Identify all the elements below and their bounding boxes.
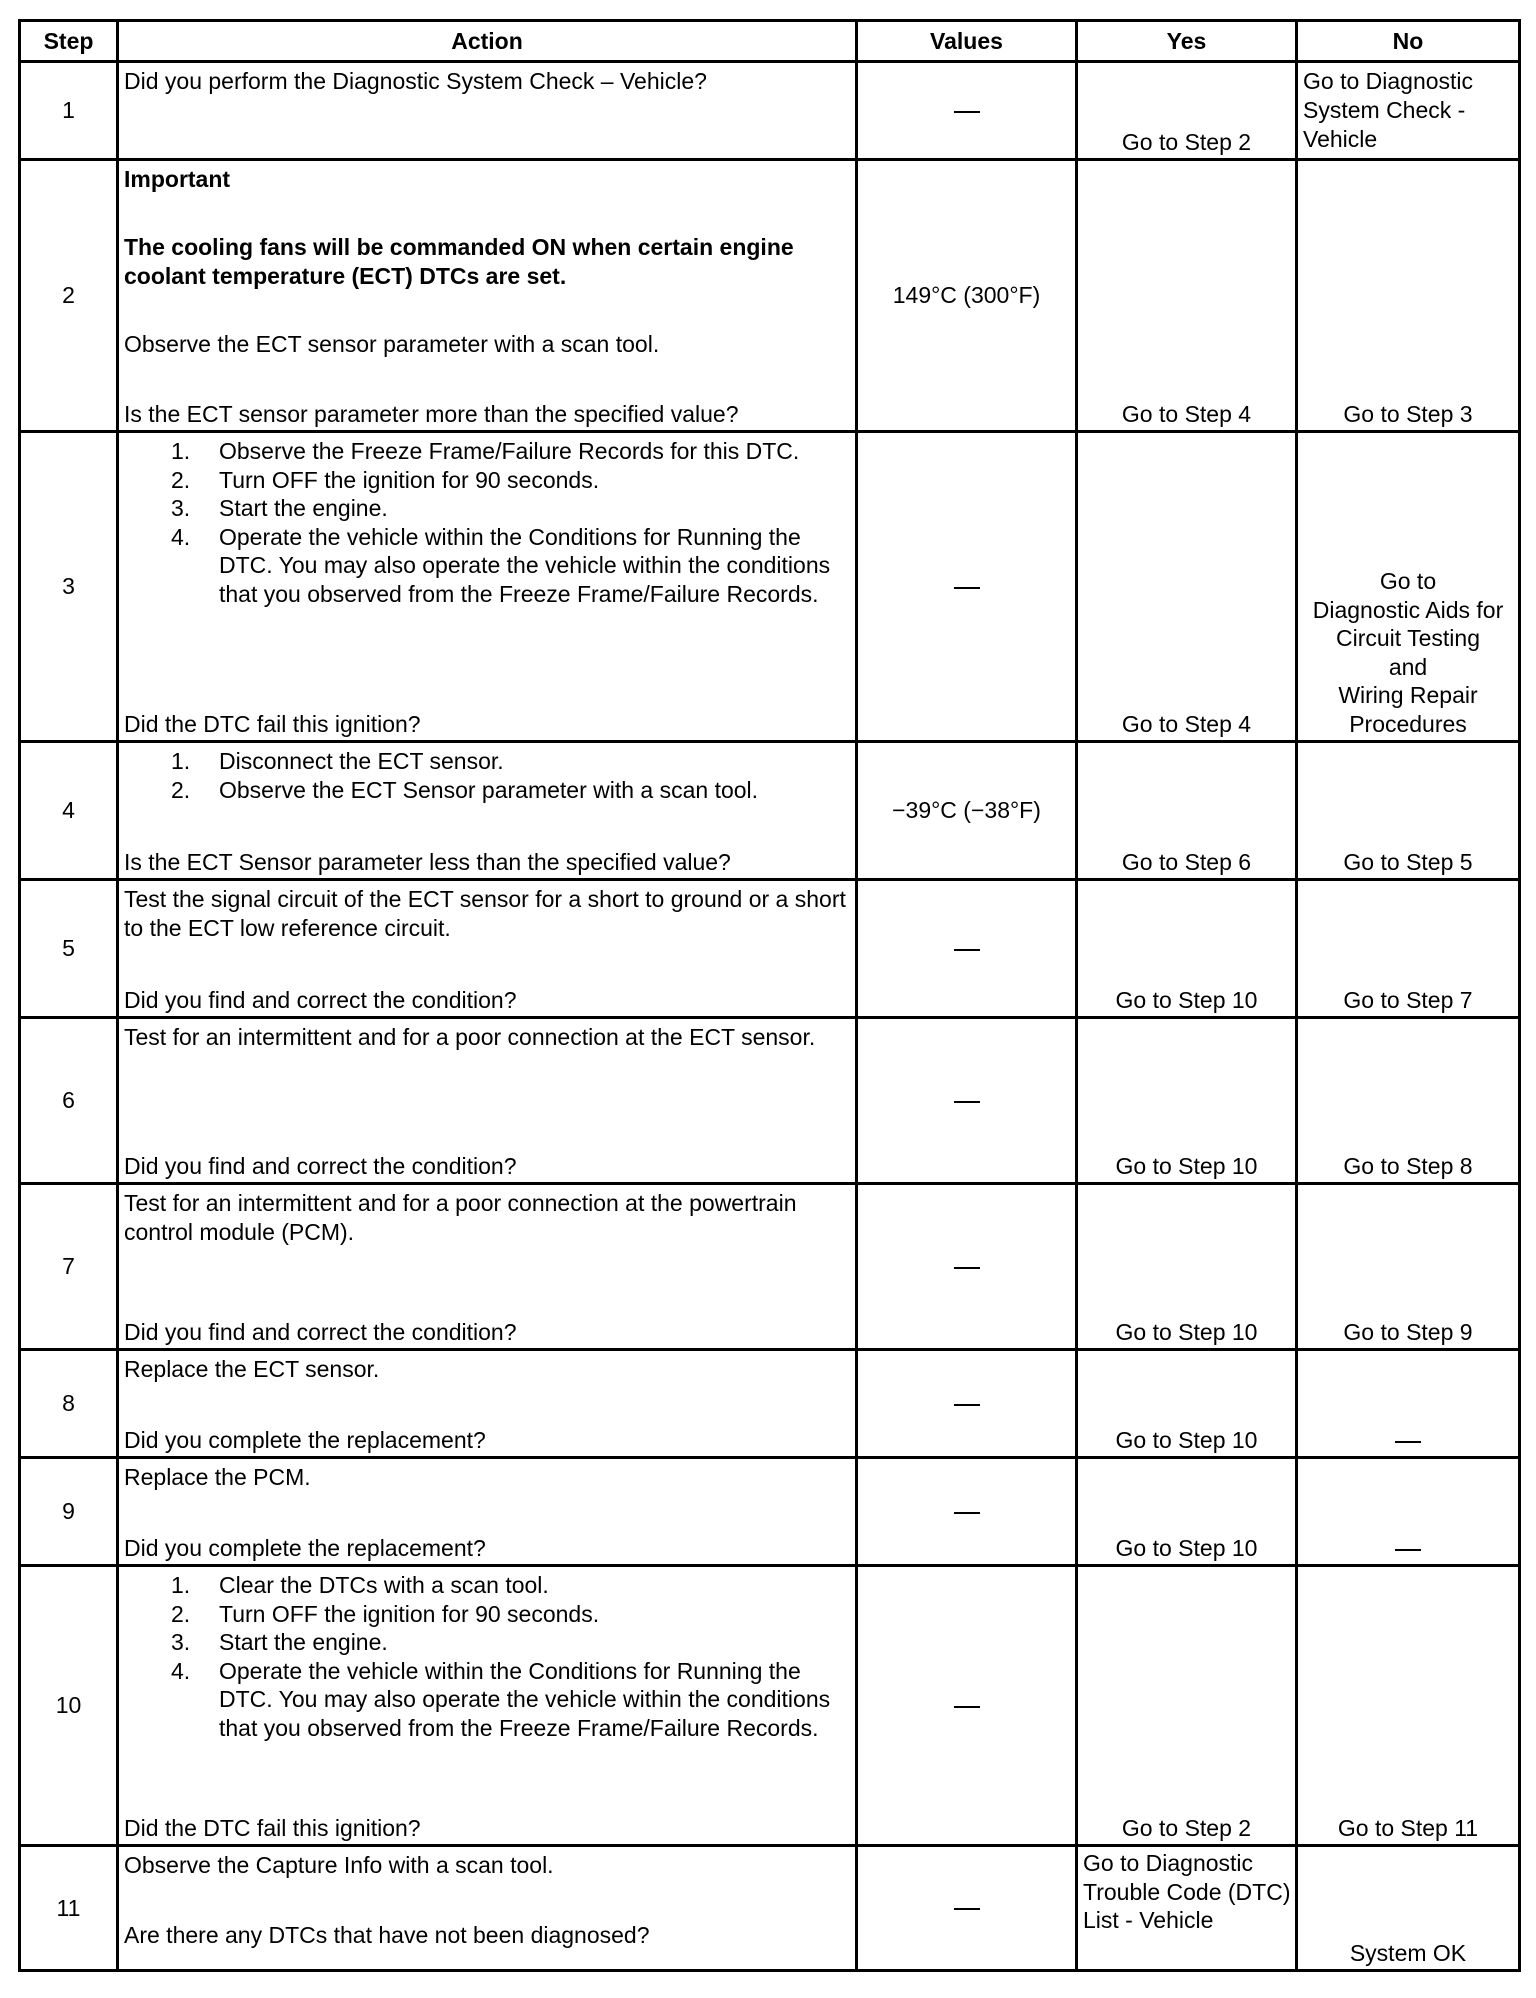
yes-text: Go to Step 6: [1121, 849, 1252, 875]
yes-text: Go to Step 10: [1115, 1535, 1258, 1561]
question-text: Is the ECT sensor parameter more than the specified value?: [124, 401, 739, 427]
no-cell: [1297, 880, 1520, 1018]
table-row: [20, 1350, 1520, 1458]
list-item: 1. Clear the DTCs with a scan tool.: [171, 1572, 549, 1598]
dash-mark: [954, 1404, 980, 1406]
list-item: 1. Observe the Freeze Frame/Failure Records for this DTC.: [171, 438, 800, 464]
step-list: [119, 433, 855, 608]
value-cell: [857, 432, 1077, 742]
header-no: No: [1297, 21, 1520, 62]
step-number: 8: [20, 1350, 118, 1458]
step-list: [119, 743, 855, 804]
table-row: [20, 1458, 1520, 1566]
diagnostic-table: [18, 19, 1521, 1972]
yes-cell: [1077, 62, 1297, 160]
step-number: 4: [20, 742, 118, 880]
yes-cell: [1077, 1018, 1297, 1184]
question-text: Did the DTC fail this ignition?: [124, 711, 421, 737]
action-cell: [118, 1846, 857, 1971]
header-row: [20, 21, 1520, 62]
yes-text: Go to Step 10: [1115, 1319, 1258, 1345]
no-text: Go to Step 9: [1343, 1319, 1473, 1345]
no-cell: [1297, 1458, 1520, 1566]
step-list: [119, 1567, 855, 1742]
step-number: 1: [20, 62, 118, 160]
action-cell: [118, 1566, 857, 1846]
value-cell: [857, 62, 1077, 160]
table-row: [20, 1566, 1520, 1846]
no-cell: [1297, 62, 1520, 160]
question-text: Did you find and correct the condition?: [124, 987, 517, 1013]
value-cell: −39°C (−38°F): [857, 742, 1077, 880]
table-row: [20, 1846, 1520, 1971]
yes-text: Go to Step 4: [1121, 711, 1252, 737]
question-text: Did you complete the replacement?: [124, 1535, 486, 1561]
yes-text: Go to Diagnostic Trouble Code (DTC) List - Vehicle: [1083, 1850, 1291, 1933]
yes-text: Go to Step 10: [1115, 1427, 1258, 1453]
action-cell: [118, 1184, 857, 1350]
no-text: Go to Step 11: [1337, 1815, 1479, 1841]
step-number: 6: [20, 1018, 118, 1184]
header-yes: Yes: [1077, 21, 1297, 62]
no-text: Go to Diagnostic Aids for Circuit Testing and Wiring Repair Procedures: [1312, 568, 1504, 737]
list-item: 3. Start the engine.: [171, 495, 388, 521]
yes-text: Go to Step 4: [1121, 401, 1252, 427]
header-step: Step: [20, 21, 118, 62]
value-cell: 149°C (300°F): [857, 160, 1077, 432]
value-cell: [857, 1350, 1077, 1458]
no-cell: [1297, 1350, 1520, 1458]
step-number: 2: [20, 160, 118, 432]
no-cell: [1297, 1566, 1520, 1846]
action-cell: [118, 160, 857, 432]
dash-mark: [954, 111, 980, 113]
action-text: Test the signal circuit of the ECT sensor for a short to ground or a short to the ECT low reference circuit.: [124, 886, 846, 941]
yes-text: Go to Step 2: [1121, 1815, 1252, 1841]
action-text: Did you perform the Diagnostic System Check – Vehicle?: [124, 68, 707, 94]
dash-mark: [954, 1706, 980, 1708]
table-row: [20, 1184, 1520, 1350]
no-cell: [1297, 432, 1520, 742]
list-item: 2. Turn OFF the ignition for 90 seconds.: [171, 466, 600, 493]
dash-mark: [954, 587, 980, 589]
list-item: 2. Turn OFF the ignition for 90 seconds.: [171, 1600, 600, 1627]
yes-cell: [1077, 1846, 1297, 1971]
table-row: [20, 1018, 1520, 1184]
yes-text: Go to Step 10: [1115, 987, 1258, 1013]
question-text: Are there any DTCs that have not been diagnosed?: [124, 1922, 650, 1948]
yes-text: Go to Step 2: [1121, 129, 1252, 155]
dash-mark: [954, 1908, 980, 1910]
step-number: 10: [20, 1566, 118, 1846]
action-text: Test for an intermittent and for a poor connection at the ECT sensor.: [124, 1024, 816, 1050]
no-text: Go to Step 3: [1343, 401, 1473, 427]
dash-mark: [1395, 1549, 1421, 1551]
action-cell: [118, 1350, 857, 1458]
action-text: Observe the Capture Info with a scan tool.: [124, 1852, 554, 1878]
dash-mark: [954, 1267, 980, 1269]
step-number: 9: [20, 1458, 118, 1566]
question-text: Did the DTC fail this ignition?: [124, 1815, 421, 1841]
action-cell: [118, 432, 857, 742]
no-text: Go to Diagnostic System Check - Vehicle: [1303, 68, 1474, 152]
yes-cell: [1077, 880, 1297, 1018]
yes-text: Go to Step 10: [1115, 1153, 1258, 1179]
yes-cell: [1077, 1350, 1297, 1458]
yes-cell: [1077, 1458, 1297, 1566]
no-text: Go to Step 7: [1343, 987, 1473, 1013]
table-row: [20, 160, 1520, 432]
action-cell: [118, 62, 857, 160]
no-cell: [1297, 1018, 1520, 1184]
step-number: 5: [20, 880, 118, 1018]
table-row: [20, 880, 1520, 1018]
dash-mark: [954, 1512, 980, 1514]
value-cell: [857, 1846, 1077, 1971]
value-cell: [857, 1566, 1077, 1846]
no-text: [1298, 1426, 1518, 1454]
yes-cell: [1077, 160, 1297, 432]
yes-cell: [1077, 1184, 1297, 1350]
action-cell: [118, 742, 857, 880]
value-cell: [857, 1458, 1077, 1566]
header-values: Values: [857, 21, 1077, 62]
no-cell: [1297, 160, 1520, 432]
question-text: Did you find and correct the condition?: [124, 1153, 517, 1179]
action-text: Replace the ECT sensor.: [124, 1356, 380, 1382]
step-number: 11: [20, 1846, 118, 1971]
important-title: Important: [124, 166, 231, 192]
dash-mark: [1395, 1441, 1421, 1443]
list-item: 1. Disconnect the ECT sensor.: [171, 748, 504, 774]
list-item: 4. Operate the vehicle within the Conditions for Running the DTC. You may also operate the vehicle within the conditions that you observed from the Freeze Frame/Failure Records.: [171, 1657, 831, 1741]
header-action: Action: [118, 21, 857, 62]
no-text: System OK: [1349, 1940, 1467, 1966]
no-cell: [1297, 1184, 1520, 1350]
action-cell: [118, 880, 857, 1018]
step-number: 3: [20, 432, 118, 742]
value-cell: [857, 880, 1077, 1018]
question-text: Did you complete the replacement?: [124, 1427, 486, 1453]
action-text: Replace the PCM.: [124, 1464, 311, 1490]
yes-cell: [1077, 432, 1297, 742]
list-item: 4. Operate the vehicle within the Conditions for Running the DTC. You may also operate the vehicle within the conditions that you observed from the Freeze Frame/Failure Records.: [171, 523, 831, 607]
no-text: Go to Step 8: [1343, 1153, 1473, 1179]
list-item: 3. Start the engine.: [171, 1629, 388, 1655]
action-cell: [118, 1458, 857, 1566]
yes-cell: [1077, 1566, 1297, 1846]
table-row: [20, 742, 1520, 880]
value-cell: [857, 1184, 1077, 1350]
no-text: [1298, 1534, 1518, 1562]
table-row: [20, 432, 1520, 742]
list-item: 2. Observe the ECT Sensor parameter with a scan tool.: [171, 776, 759, 803]
no-cell: [1297, 742, 1520, 880]
action-cell: [118, 1018, 857, 1184]
value-cell: [857, 1018, 1077, 1184]
table-row: [20, 62, 1520, 160]
question-text: Did you find and correct the condition?: [124, 1319, 517, 1345]
no-cell: [1297, 1846, 1520, 1971]
important-text: The cooling fans will be commanded ON when certain engine coolant temperature (ECT) DTCs are set.: [124, 234, 794, 289]
step-number: 7: [20, 1184, 118, 1350]
yes-cell: [1077, 742, 1297, 880]
no-text: Go to Step 5: [1343, 849, 1473, 875]
action-text: Test for an intermittent and for a poor connection at the powertrain control module (PCM).: [124, 1190, 797, 1245]
action-text: Observe the ECT sensor parameter with a scan tool.: [124, 331, 660, 357]
dash-mark: [954, 1101, 980, 1103]
question-text: Is the ECT Sensor parameter less than the specified value?: [124, 849, 731, 875]
dash-mark: [954, 949, 980, 951]
